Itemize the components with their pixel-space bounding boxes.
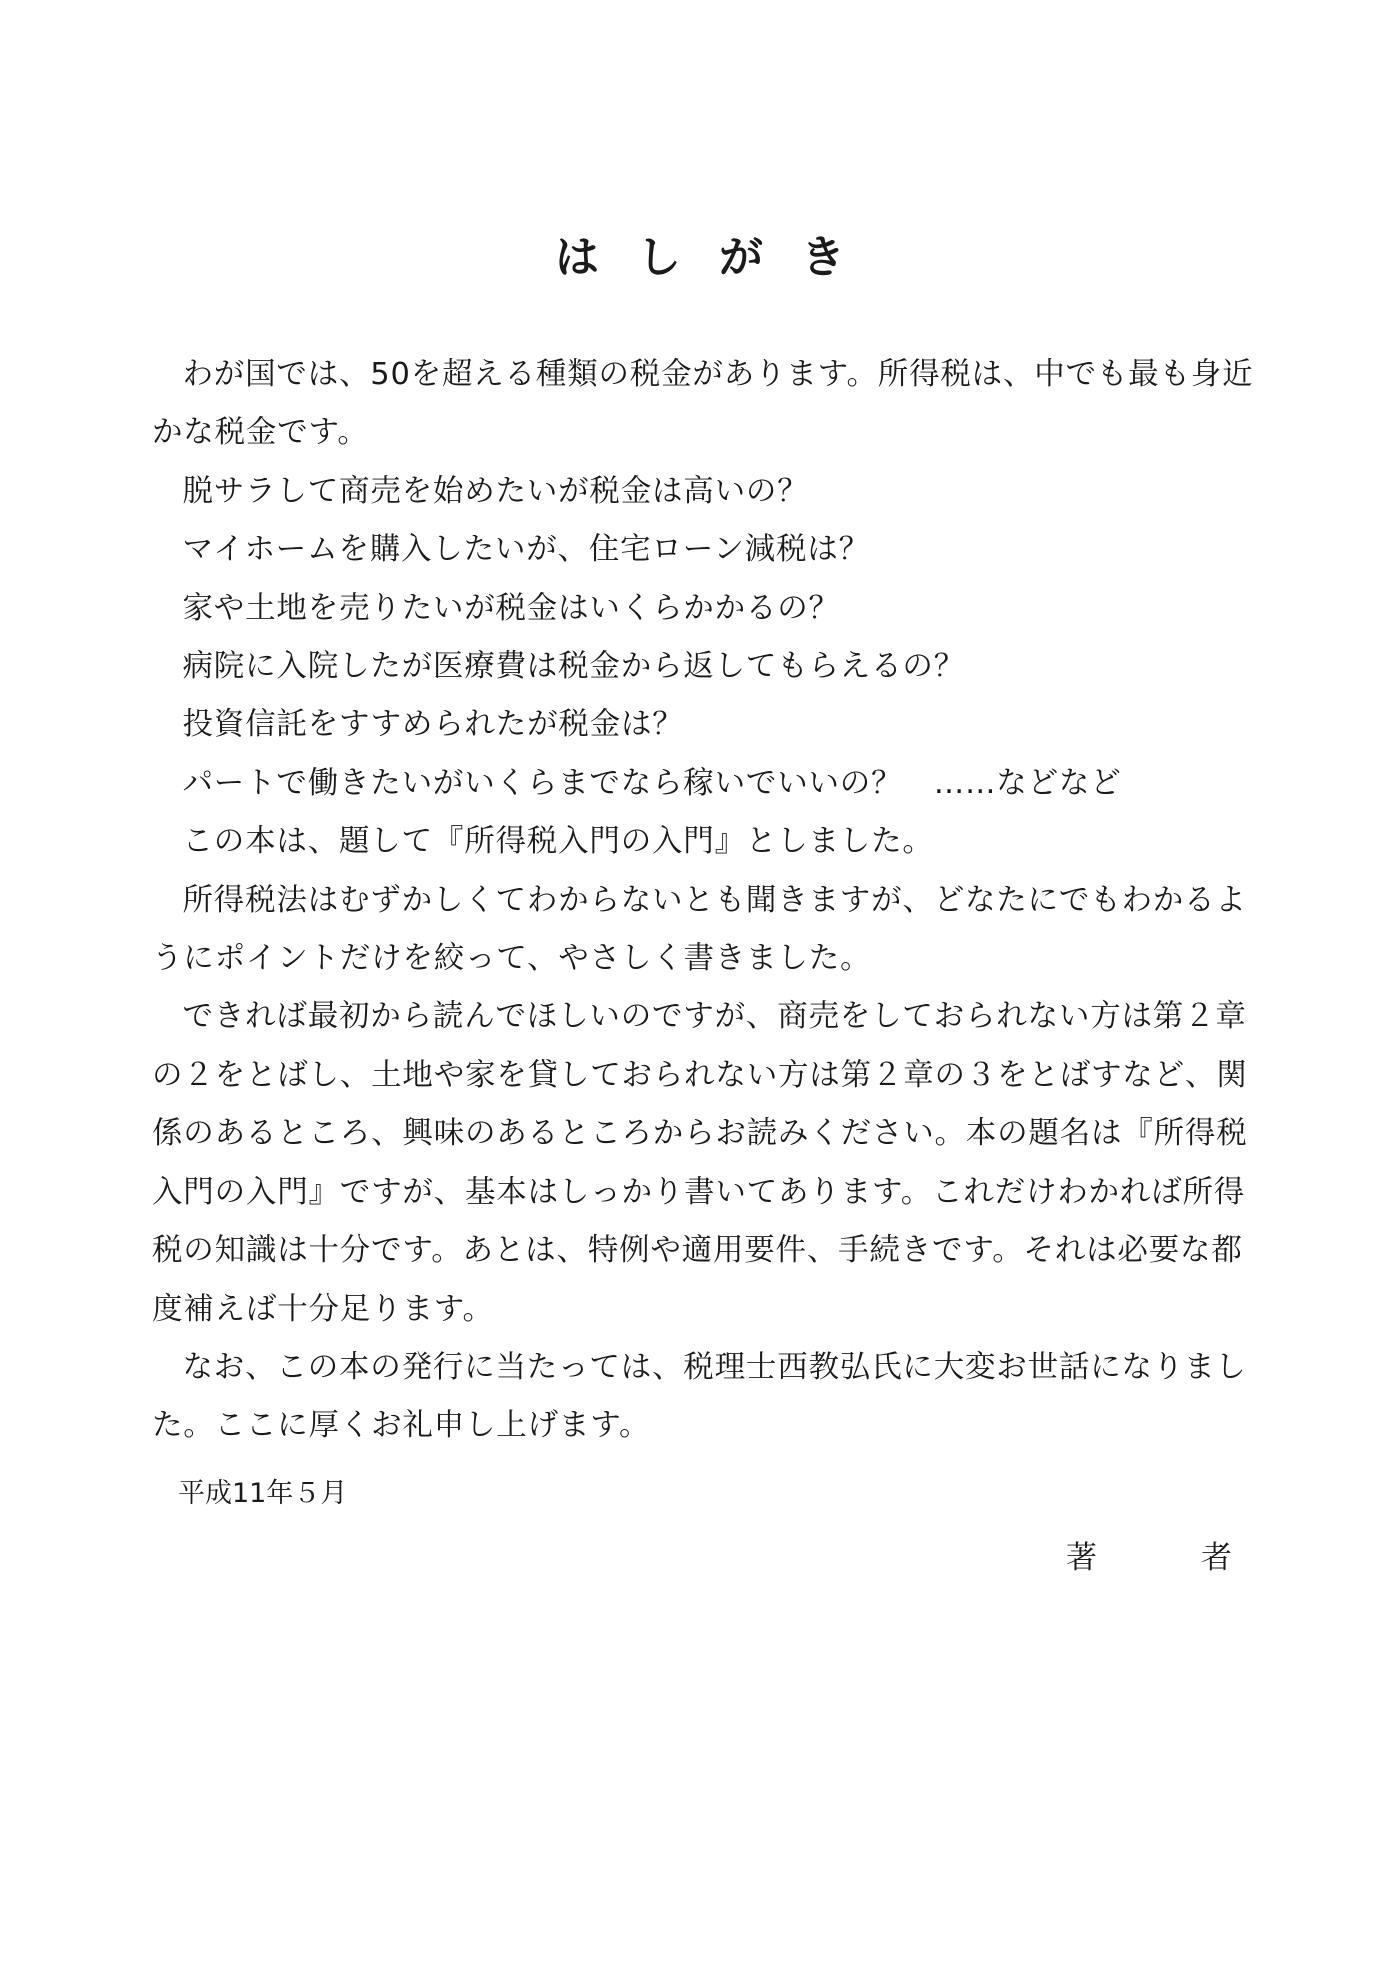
paragraph: この本は、題して『所得税入門の入門』としました。: [182, 824, 934, 860]
page-title: はしがき: [555, 232, 883, 283]
paragraph: 所得税法はむずかしくてわからないとも聞きますが、どなたにでもわかるようにポイントだけを絞って、やさしく書きました。: [152, 882, 1247, 977]
paragraph: 家や土地を売りたいが税金はいくらかかるの？: [182, 590, 840, 626]
author-signature: 著者: [1066, 1540, 1336, 1576]
paragraph: なお、この本の発行に当たっては、税理士西教弘氏に大変お世話になりました。ここに厚くお礼申し上げます。: [152, 1349, 1247, 1444]
paragraph: マイホームを購入したいが、住宅ローン減税は？: [182, 532, 870, 568]
paragraph: パートで働きたいがいくらまでなら稼いでいいの？ ……などなど: [182, 765, 1122, 801]
date-line: 平成11年５月: [178, 1478, 348, 1509]
paragraph: できれば最初から読んでほしいのですが、商売をしておられない方は第２章の２をとばし、土地や家を貸しておられない方は第２章の３をとばすなど、関係のあるところ、興味のあるところからお読みください。本の題名は『所得税入門の入門』ですが、基本はしっかり書いてあります。これだけわかれば所得税の知識は十分です。あとは、特例や適用要件、手続きです。それは必要な都度補えば十分足ります。: [152, 999, 1248, 1327]
paragraph: 投資信託をすすめられたが税金は？: [182, 707, 684, 743]
paragraph: 病院に入院したが医療費は税金から返してもらえるの？: [182, 649, 965, 685]
preface-body: [152, 346, 1272, 1456]
paragraph: 脱サラして商売を始めたいが税金は高いの？: [182, 473, 809, 509]
paragraph: わが国では、50を超える種類の税金があります。所得税は、中でも最も身近かな税金です。: [152, 357, 1254, 451]
